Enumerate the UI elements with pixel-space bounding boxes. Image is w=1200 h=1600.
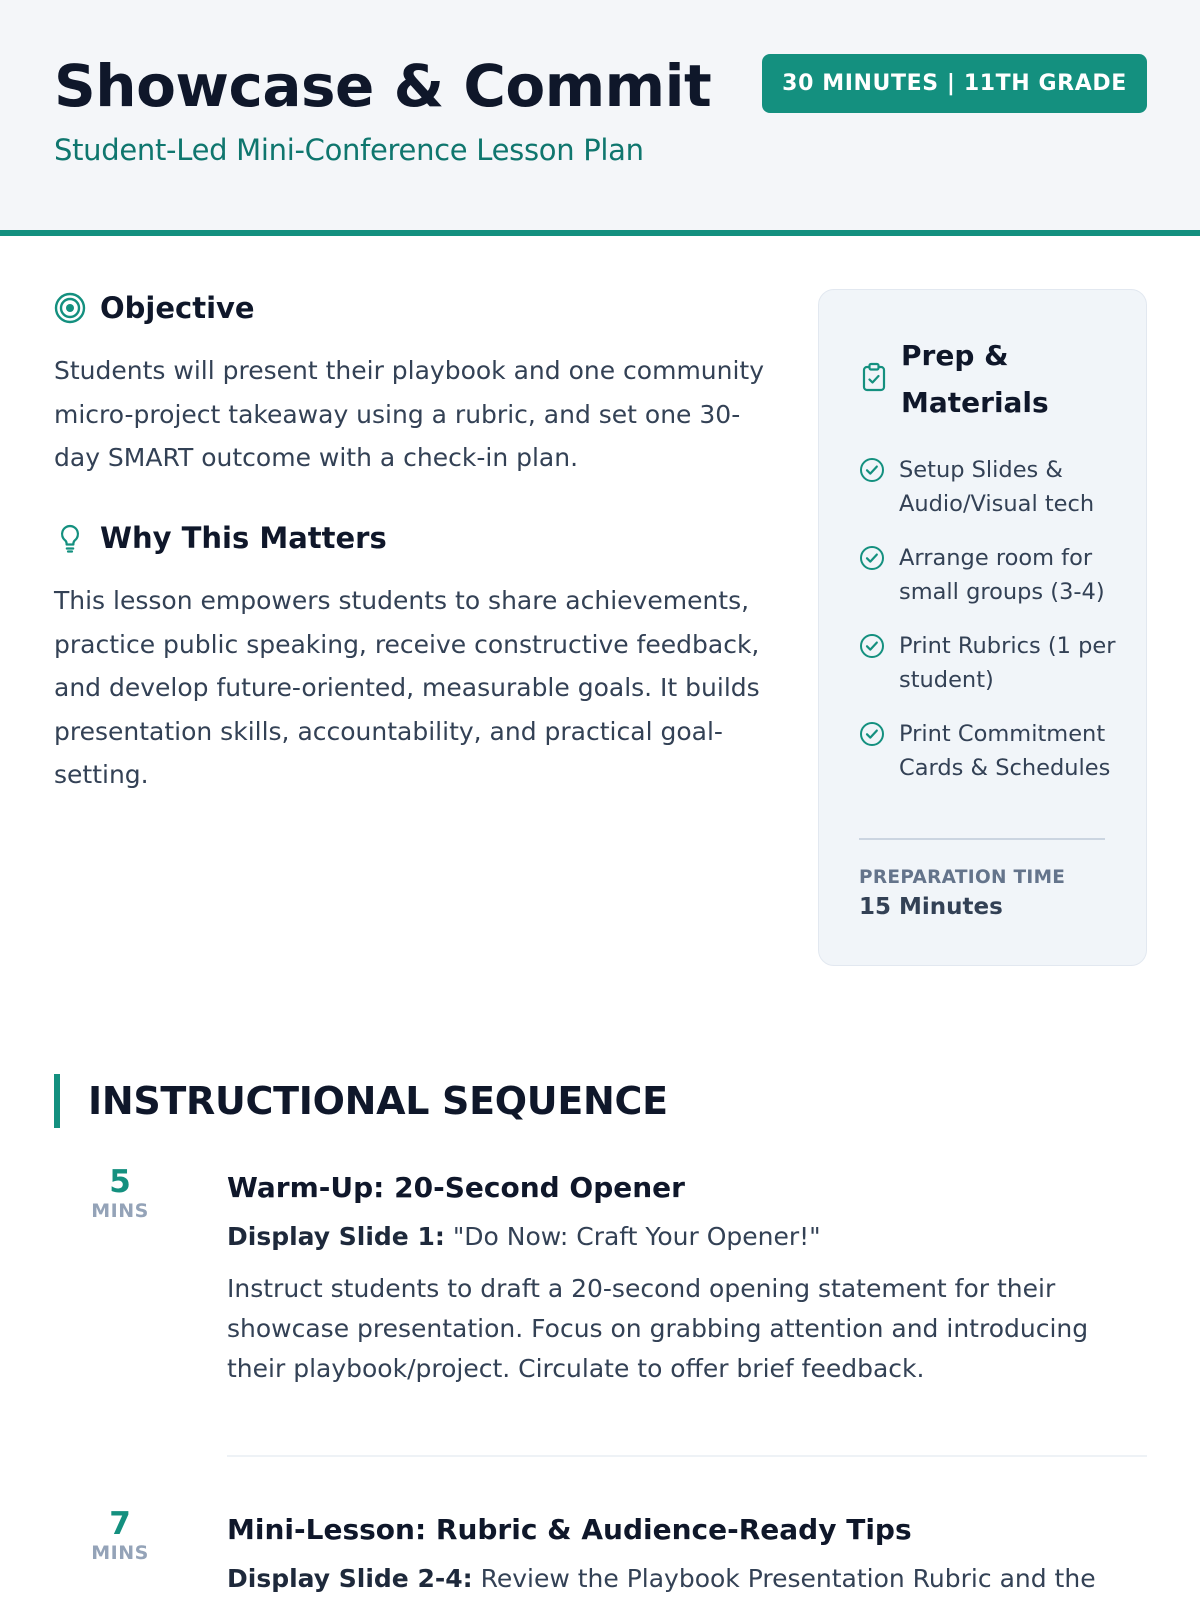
slide-text: "Do Now: Craft Your Opener!" [452, 1222, 821, 1251]
sequence-heading: INSTRUCTIONAL SEQUENCE [54, 1074, 668, 1128]
page-title: Showcase & Commit [54, 52, 712, 120]
target-icon [54, 292, 86, 324]
step-divider [227, 1455, 1147, 1457]
step-minutes: 7 [109, 1506, 131, 1542]
prep-item-text: Arrange room for small groups (3-4) [899, 545, 1105, 605]
step-duration [72, 1506, 168, 1564]
prep-label: Prep & Materials [901, 339, 1049, 419]
objective-text: Students will present their playbook and one community micro-project takeaway using a rubric, and set one 30-day SMART outcome with a check-in plan. [54, 356, 765, 472]
page-subtitle: Student-Led Mini-Conference Lesson Plan [54, 133, 644, 167]
step-title: Mini-Lesson: Rubric & Audience-Ready Tips [227, 1513, 912, 1546]
why-label: Why This Matters [100, 521, 387, 555]
slide-label: Display Slide 1: [227, 1222, 445, 1251]
objective-heading [54, 291, 255, 325]
prep-item-text: Print Rubrics (1 per student) [899, 633, 1116, 693]
slide-label: Display Slide 2-4: [227, 1564, 473, 1593]
prep-divider [859, 838, 1105, 840]
objective-label: Objective [100, 291, 255, 325]
step-title: Warm-Up: 20-Second Opener [227, 1171, 685, 1204]
step-content [227, 1171, 1147, 1389]
prep-checklist [859, 453, 1119, 805]
step-minutes-unit: MINS [91, 1542, 149, 1564]
prep-materials-card [818, 289, 1147, 966]
prep-heading [861, 332, 1081, 426]
step-slide [227, 1222, 1147, 1251]
why-text: This lesson empowers students to share achievements, practice public speaking, receive constructive feedback, and develop future-oriented, measurable goals. It builds presentation skills, accountability, and practical goal-setting. [54, 586, 760, 789]
step-minutes-unit: MINS [91, 1200, 149, 1222]
step-duration [72, 1164, 168, 1222]
check-circle-icon [859, 629, 887, 697]
prep-item-text: Print Commitment Cards & Schedules [899, 721, 1111, 781]
step-description: Instruct students to draft a 20-second opening statement for their showcase presentation. Focus on grabbing attention and introducing their playbook/project. Circulate to offer brief feedback. [227, 1274, 1089, 1383]
clipboard-check-icon [861, 362, 887, 396]
prep-time-label: PREPARATION TIME [859, 867, 1066, 888]
duration-grade-badge: 30 MINUTES | 11TH GRADE [762, 54, 1147, 113]
prep-item [859, 717, 1119, 785]
check-circle-icon [859, 453, 887, 521]
step-minutes: 5 [109, 1164, 131, 1200]
step-slide [227, 1564, 1147, 1593]
lightbulb-icon [54, 522, 86, 554]
check-circle-icon [859, 717, 887, 785]
why-heading [54, 521, 387, 555]
prep-item [859, 629, 1119, 697]
prep-item [859, 453, 1119, 521]
slide-text: Review the Playbook Presentation Rubric and the [480, 1564, 1096, 1593]
lesson-header [0, 0, 1200, 236]
prep-item-text: Setup Slides & Audio/Visual tech [899, 457, 1095, 517]
check-circle-icon [859, 541, 887, 609]
step-content [227, 1513, 1147, 1593]
prep-item [859, 541, 1119, 609]
prep-time-value: 15 Minutes [859, 894, 1003, 920]
